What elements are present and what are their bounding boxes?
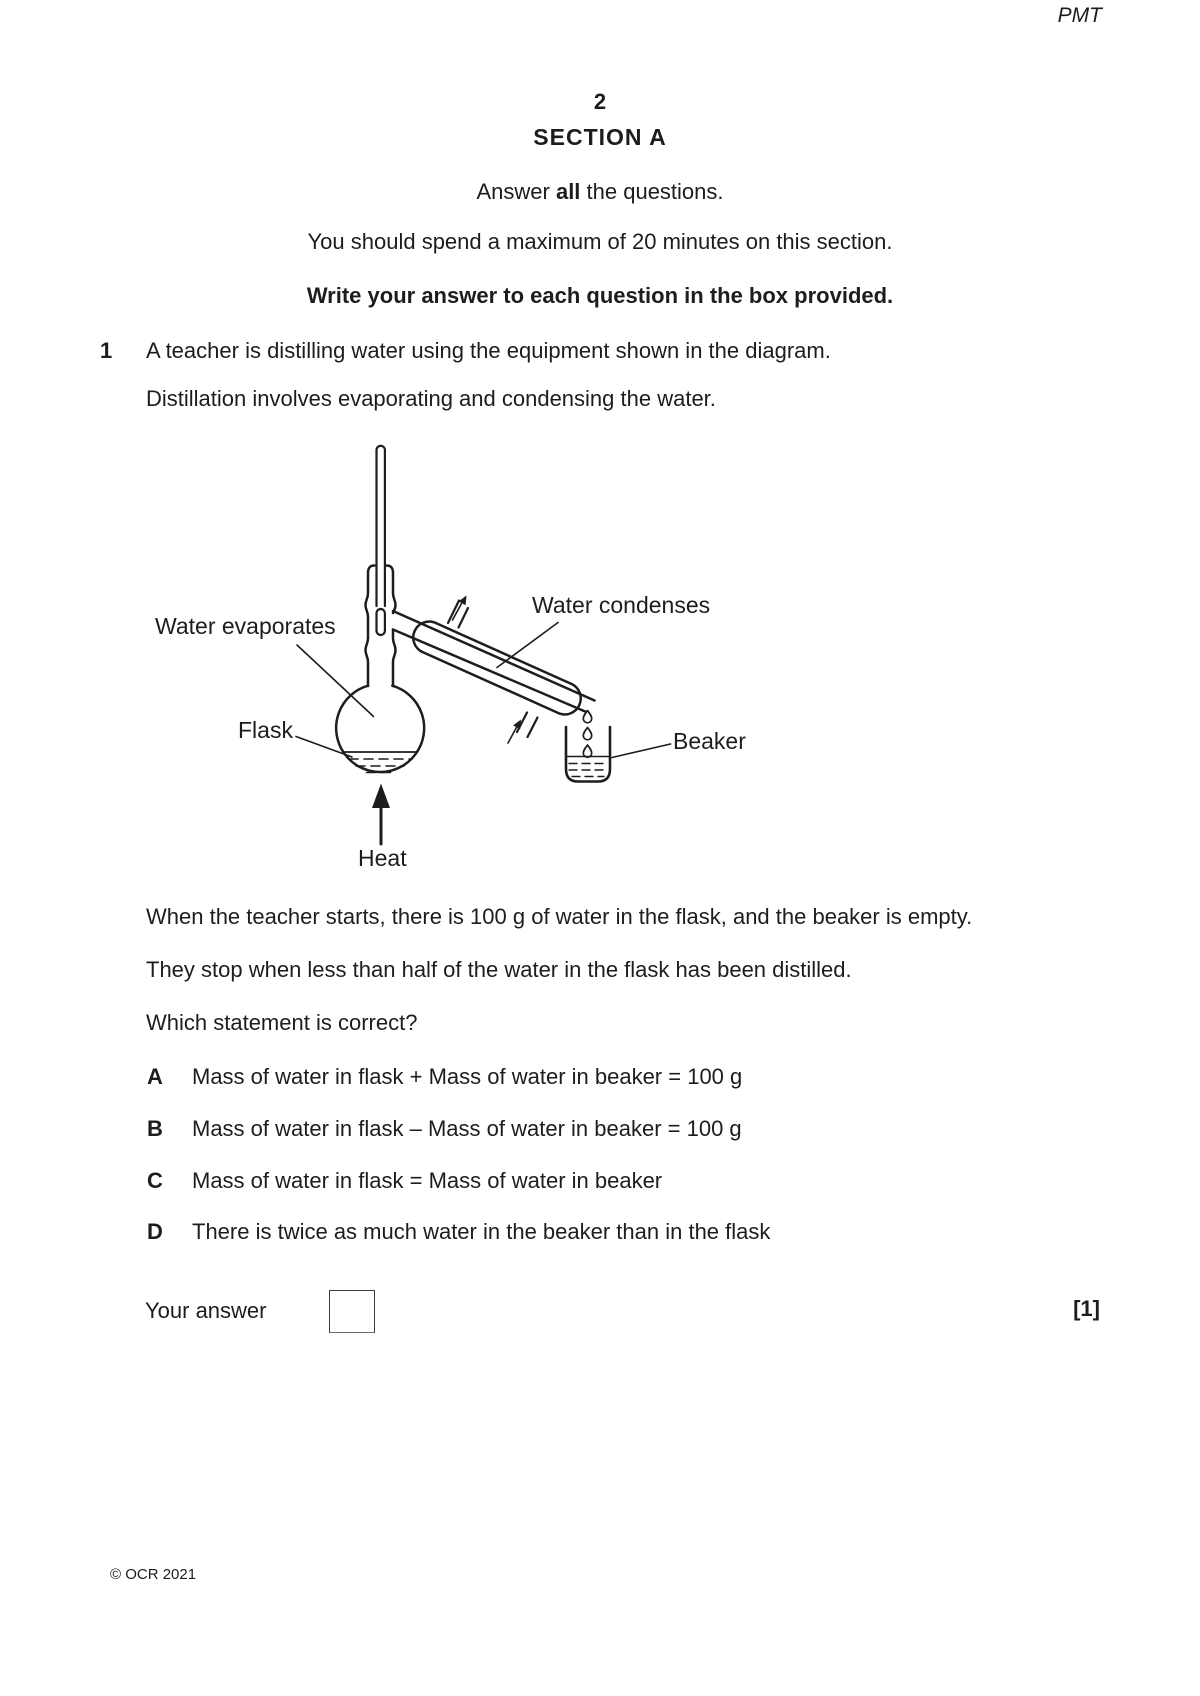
side-arm-tube: [393, 611, 595, 713]
label-beaker: Beaker: [673, 728, 746, 754]
instruction-post: the questions.: [580, 179, 724, 204]
option-text-c: Mass of water in flask = Mass of water in beaker: [192, 1168, 663, 1193]
instruction-pre: Answer: [476, 179, 556, 204]
marks-badge: [1]: [1073, 1296, 1100, 1321]
answer-box[interactable]: [329, 1290, 375, 1333]
question-intro-1: A teacher is distilling water using the equipment shown in the diagram.: [146, 338, 831, 363]
question-prompt: Which statement is correct?: [146, 1010, 418, 1035]
page-number: 2: [593, 89, 607, 114]
instruction-write-answer: Write your answer to each question in the box provided.: [306, 283, 894, 308]
thermometer-icon: [377, 446, 385, 635]
copyright-footer: © OCR 2021: [110, 1566, 197, 1583]
water-in-arrow: [508, 720, 521, 744]
option-text-a: Mass of water in flask + Mass of water in beaker = 100 g: [192, 1064, 743, 1089]
option-letter-c: C: [147, 1168, 163, 1193]
beaker-water: [568, 757, 609, 777]
option-letter-a: A: [147, 1064, 163, 1089]
question-number: 1: [100, 338, 113, 363]
leader-lines: [296, 623, 671, 758]
question-intro-2: Distillation involves evaporating and condensing the water.: [146, 386, 716, 411]
label-heat: Heat: [358, 845, 407, 871]
still-head: [366, 566, 396, 687]
label-water-condenses: Water condenses: [532, 592, 711, 618]
instruction-time: You should spend a maximum of 20 minutes on this section.: [307, 229, 893, 254]
water-drops: [583, 711, 591, 758]
label-flask: Flask: [238, 717, 293, 743]
instruction-bold-all: all: [555, 179, 581, 204]
option-letter-d: D: [147, 1219, 163, 1244]
label-water-evaporates: Water evaporates: [155, 613, 336, 639]
heat-arrow: [372, 784, 390, 845]
section-title: SECTION A: [533, 124, 667, 150]
flask-shape: [336, 686, 424, 773]
option-letter-b: B: [147, 1116, 163, 1141]
option-text-b: Mass of water in flask – Mass of water in beaker = 100 g: [192, 1116, 742, 1141]
your-answer-label: Your answer: [145, 1298, 267, 1323]
header-pmt: PMT: [1057, 4, 1102, 27]
option-text-d: There is twice as much water in the beaker than in the flask: [192, 1219, 771, 1244]
question-statement-2: They stop when less than half of the water in the flask has been distilled.: [146, 957, 852, 982]
question-statement-1: When the teacher starts, there is 100 g of water in the flask, and the beaker is empty.: [146, 904, 973, 929]
